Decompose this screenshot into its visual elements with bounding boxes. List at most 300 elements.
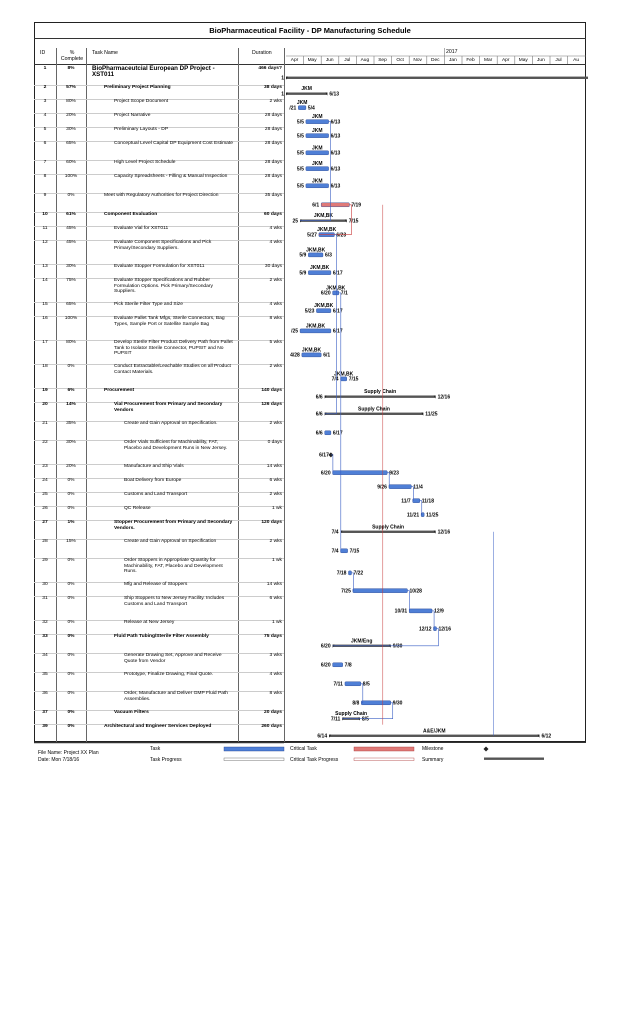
task-duration: 28 days [264, 113, 282, 118]
bar-start-date: 5/5 [296, 150, 304, 157]
date-label: Date: [38, 757, 50, 763]
bar-end-date: 6/3 [324, 252, 332, 259]
dependency-link [351, 573, 353, 591]
task-duration: 2 wks [269, 539, 282, 544]
bar-end-date: 5/4 [307, 105, 315, 112]
task-percent: 0% [67, 506, 75, 511]
task-bar [298, 106, 306, 110]
bar-end-date: 6/17 [332, 308, 343, 315]
bar-end-date: 6/17 [332, 270, 343, 277]
task-name: Evaluate Component Specifications and Pick Primary/Secondary Suppliers. [114, 240, 212, 251]
month-label: Nov [413, 58, 422, 63]
bar-end-date: 6/12 [541, 733, 552, 740]
resource-label: JKM,BK [313, 213, 333, 220]
task-id: 11 [42, 226, 48, 231]
task-name: Architectural and Engineer Services Deployed [104, 724, 212, 729]
task-name: Boat Delivery from Europe [124, 478, 182, 483]
legend-critical-progress-label: Critical Task Progress [290, 757, 339, 763]
task-percent: 0% [67, 582, 75, 587]
legend-critical-label: Critical Task [290, 746, 317, 752]
task-duration: 5 wks [269, 340, 282, 345]
bar-end-date: 9/23 [389, 470, 399, 477]
task-duration: 4 wks [269, 226, 282, 231]
task-name: Evaluate Stopper Specifications and Rubber Formulation Options. Pick Primary/Secondary Suppliers. [114, 278, 213, 295]
bar-start-date: 6/6 [315, 394, 323, 401]
task-percent: 0% [67, 653, 75, 658]
gantt-sheet [34, 22, 588, 766]
bar-start-date: 7/11 [333, 681, 343, 688]
task-id: 4 [43, 113, 47, 118]
task-name: Order, Manufacture and Deliver GMP Fluid Path Assemblies. [124, 691, 229, 702]
bar-start-date: 5/5 [296, 183, 304, 190]
task-duration: 4 wks [269, 302, 282, 307]
task-id: 15 [42, 302, 48, 307]
task-bar [353, 589, 408, 593]
task-bar [302, 353, 321, 357]
task-name: Release at New Jersey [124, 620, 175, 625]
task-id: 19 [42, 388, 48, 393]
task-percent: 0% [67, 724, 75, 729]
bar-end-date: 9/30 [392, 643, 403, 650]
month-label: Apr [501, 58, 510, 63]
resource-label: Supply Chain [335, 711, 368, 718]
task-id: 13 [42, 264, 48, 269]
gantt-chart [34, 22, 588, 766]
bar-end-date: 6/1 [323, 352, 331, 359]
task-duration: 38 days [264, 85, 282, 90]
resource-label: JKM,BK [314, 303, 334, 310]
bar-end-date: 9/30 [392, 700, 403, 707]
task-id: 17 [42, 340, 48, 345]
task-id: 26 [42, 506, 48, 511]
bar-start-date: 12/12 [418, 626, 432, 633]
bar-start-date: 6/20 [320, 662, 331, 669]
bar-end-date: 8/5 [361, 716, 369, 723]
task-percent: 0% [67, 596, 75, 601]
file-label: File Name: [38, 750, 63, 756]
task-percent: 45% [66, 226, 76, 231]
task-percent: 100% [64, 174, 78, 179]
legend-milestone-label: Milestone [422, 746, 444, 752]
task-duration: 2 wks [269, 99, 282, 104]
resource-label: JKM,BK [334, 371, 354, 378]
task-name: High Level Project Schedule [114, 160, 176, 165]
task-id: 32 [42, 620, 48, 625]
bar-end-date: 8/5 [362, 681, 370, 688]
timescale-year: 2017 [446, 49, 458, 55]
bar-end-date: 7/15 [348, 218, 359, 225]
resource-label: JKM [311, 178, 323, 185]
task-name: Generate Drawing Set, Approve and Receive Quote from Vendor [124, 653, 222, 664]
task-name: BioPharmaceutcial European DP Project - XST011 [92, 65, 215, 79]
task-duration: 126 days [261, 402, 282, 407]
task-id: 1 [43, 66, 47, 71]
bar-start-date: 5/5 [296, 166, 304, 173]
resource-label: JKM [296, 100, 308, 107]
task-bar [341, 549, 348, 553]
task-duration: 2 wks [269, 492, 282, 497]
task-id: 10 [42, 212, 48, 217]
date-value: Mon 7/18/16 [51, 757, 80, 763]
task-percent: 0% [67, 634, 75, 639]
month-label: Dec [431, 58, 440, 63]
task-name: Project Narrative [114, 113, 151, 118]
dependency-link [411, 487, 413, 501]
bar-start-date: 5/9 [299, 252, 307, 259]
task-bar [306, 184, 329, 188]
bar-end-date: 6/17 [332, 430, 343, 437]
task-bar [348, 571, 351, 575]
month-label: Jun [325, 58, 334, 63]
legend-task-progress-bar [224, 758, 284, 761]
task-duration: 20 days [264, 710, 282, 715]
bar-end-date: 7/15 [348, 376, 359, 383]
task-duration: 466 days? [258, 66, 282, 71]
task-bar [306, 120, 329, 124]
bar-start-date: 10/31 [394, 608, 408, 615]
task-id: 25 [42, 492, 48, 497]
task-percent: 15% [66, 539, 76, 544]
task-duration: 0 days [267, 440, 282, 445]
task-percent: 80% [66, 340, 76, 345]
task-duration: 2 wks [269, 278, 282, 283]
legend-task-progress-label: Task Progress [150, 757, 182, 763]
bar-start-date: /25 [291, 328, 299, 335]
header-id: ID [40, 50, 46, 56]
bar-end-date: 6/13 [329, 91, 340, 98]
task-percent: 1% [67, 520, 75, 525]
bar-end-date: 7/22 [353, 570, 364, 577]
task-name: Component Evaluation [104, 212, 158, 217]
summary-bar [286, 92, 327, 94]
bar-start-date: 5/5 [296, 119, 304, 126]
task-percent: 0% [67, 492, 75, 497]
task-id: 16 [42, 316, 48, 321]
resource-label: JKM [311, 145, 323, 152]
task-duration: 140 days [261, 388, 282, 393]
task-duration: 8 wks [269, 316, 282, 321]
resource-label: JKM [311, 114, 323, 121]
task-duration: 28 days [264, 160, 282, 165]
task-id: 24 [42, 478, 48, 483]
task-bar [409, 609, 432, 613]
task-bar [306, 151, 329, 155]
legend-critical-progress-bar [354, 758, 414, 761]
resource-label: JKM,BK [301, 347, 322, 354]
bar-start-date: 11/7 [401, 498, 411, 505]
footer-file [38, 750, 99, 756]
month-label: Jan [449, 58, 457, 63]
bar-start-date: 6/14 [317, 733, 328, 740]
task-id: 30 [42, 582, 48, 587]
resource-label: JKM,BK [305, 323, 326, 330]
resource-label: Supply Chain [364, 389, 397, 396]
task-name: Evaluate Pallet Tank Mfgs, Sterile Connectors, Bag Types, Sample Port or Satellite Sample Bag [114, 316, 225, 327]
bar-start-date: 6/6 [315, 411, 323, 418]
bar-start-date: 7/11 [330, 716, 341, 723]
task-percent: 57% [66, 85, 76, 90]
summary-bar [329, 735, 539, 737]
task-id: 7 [43, 160, 47, 165]
task-id: 12 [42, 240, 48, 245]
task-name: Preliminary Project Planning [104, 85, 171, 90]
resource-label: JKM,BK [310, 265, 330, 272]
resource-label: JKM,BK [326, 285, 346, 292]
task-name: Evaluate Vial for XST011 [114, 226, 169, 231]
task-name: Manufacture and Ship Vials [124, 464, 184, 469]
footer-date [38, 757, 79, 763]
task-name: Project Scope Document [114, 99, 169, 104]
critical-task-bar [321, 203, 349, 207]
task-percent: 0% [67, 558, 75, 563]
task-percent: 0% [67, 710, 75, 715]
task-duration: 1 wk [271, 506, 282, 511]
task-bar [333, 291, 339, 295]
task-duration: 3 wks [269, 653, 282, 658]
task-name: QC Release [124, 506, 151, 511]
resource-label: JKM [311, 128, 323, 135]
task-bar [333, 663, 343, 667]
task-id: 33 [42, 634, 48, 639]
bar-end-date: 12/16 [437, 529, 451, 536]
task-name: Evaluate Stopper Formulation for XST011 [114, 264, 205, 269]
month-label: Jul [555, 58, 562, 63]
task-percent: 61% [66, 212, 76, 217]
resource-label: A&E/JKM [423, 728, 446, 735]
task-duration: 120 days [261, 520, 282, 525]
task-bar [341, 377, 347, 381]
bar-end-date: 12/16 [438, 626, 451, 633]
task-id: 21 [42, 421, 48, 426]
task-duration: 6 wks [269, 478, 282, 483]
resource-label: Supply Chain [372, 524, 405, 531]
task-name: Vial Procurement from Primary and Secondary Vendors [114, 402, 223, 413]
task-name: Conceptual Level Capital DP Equipment Cost Estimate [114, 141, 233, 146]
task-name: Meet with Regulatory Authorities for Project Direction [104, 193, 219, 198]
dependency-link [407, 591, 409, 611]
task-percent: 35% [66, 421, 76, 426]
task-duration: 8 wks [269, 691, 282, 696]
bar-end-date: 7/15 [349, 548, 360, 555]
bar-end-date: 6/13 [330, 119, 341, 126]
task-name: Stopper Procurement from Primary and Secondary Vendors. [114, 520, 233, 531]
bar-end-date: 11/4 [413, 484, 423, 491]
task-id: 37 [42, 710, 48, 715]
bar-start-date: 8/8 [352, 700, 360, 707]
task-percent: 0% [67, 620, 75, 625]
task-percent: 100% [64, 316, 78, 321]
task-id: 9 [43, 193, 47, 198]
bar-end-date: 6/13 [330, 183, 341, 190]
month-label: Oct [396, 58, 404, 63]
task-id: 2 [43, 85, 47, 90]
task-bar [308, 253, 323, 257]
bar-start-date: 1 [281, 91, 284, 98]
task-bar [345, 682, 361, 686]
bar-end-date: 7/19 [351, 202, 362, 209]
task-name: Capacity Spreadsheets - Filling & Manual Inspection [114, 174, 228, 179]
resource-label: JKM [311, 161, 323, 168]
dependency-link [432, 611, 434, 629]
bar-start-date: 7/4 [331, 376, 339, 383]
bar-end-date: 12/16 [437, 394, 451, 401]
task-percent: 65% [66, 141, 76, 146]
task-id: 31 [42, 596, 48, 601]
bar-end-date: 6/13 [330, 150, 341, 157]
bar-start-date: 5/27 [307, 232, 317, 239]
bar-start-date: 6/20 [320, 643, 331, 650]
task-bar [300, 329, 331, 333]
summary-bar [325, 413, 424, 415]
task-percent: 0% [67, 193, 75, 198]
bar-start-date: 6/6 [315, 430, 323, 437]
header-task-name: Task Name [92, 50, 118, 56]
task-duration: 1 wk [271, 620, 282, 625]
task-bar [306, 167, 329, 171]
legend-milestone-diamond [484, 747, 489, 752]
legend-critical-bar [354, 747, 414, 751]
legend-summary-bar [484, 758, 544, 760]
task-percent: 45% [66, 240, 76, 245]
bar-start-date: 5/5 [296, 133, 304, 140]
task-percent: 0% [67, 672, 75, 677]
dependency-link [331, 455, 333, 473]
bar-start-date: 7/18 [336, 570, 347, 577]
task-id: 29 [42, 558, 48, 563]
legend-task-bar [224, 747, 284, 751]
resource-label: JKM,BK [317, 227, 337, 234]
task-duration: 4 wks [269, 240, 282, 245]
task-percent: 20% [66, 113, 76, 118]
task-percent: 30% [66, 264, 76, 269]
bar-end-date: 7/8 [344, 662, 352, 669]
legend-summary-label: Summary [422, 757, 444, 763]
bar-end-date: 7/1 [340, 290, 348, 297]
header-percent-complete: % Complete [60, 50, 84, 62]
bar-start-date: 6/1 [312, 202, 320, 209]
summary-bar [325, 395, 436, 397]
month-label: May [518, 58, 528, 63]
task-id: 28 [42, 539, 48, 544]
legend-task-label: Task [150, 746, 161, 752]
task-duration: 28 days [264, 127, 282, 132]
task-percent: 0% [67, 691, 75, 696]
month-label: Jun [537, 58, 545, 63]
task-id: 8 [43, 174, 47, 179]
bar-end-date: 11/18 [421, 498, 435, 505]
task-percent: 6% [67, 388, 75, 393]
task-percent: 65% [66, 302, 76, 307]
bar-start-date: 11/21 [406, 512, 420, 519]
task-duration: 1 wk [271, 558, 282, 563]
month-label: May [307, 58, 317, 63]
task-duration: 4 wks [269, 672, 282, 677]
bar-start-date: 4/28 [290, 352, 300, 359]
task-duration: 2 wks [269, 421, 282, 426]
task-bar [306, 134, 329, 138]
task-id: 23 [42, 464, 48, 469]
bar-start-date: 6/17 [319, 452, 329, 459]
task-bar [413, 499, 420, 503]
task-name: Create and Gain Approval on Specification [124, 539, 217, 544]
task-percent: 20% [66, 464, 76, 469]
task-duration: 75 days [264, 634, 282, 639]
task-id: 20 [42, 402, 48, 407]
task-name: Pick Sterile Filter Type and Size [114, 302, 183, 307]
resource-label: JKM [301, 86, 312, 93]
task-id: 3 [43, 99, 47, 104]
task-name: Procurement [104, 388, 135, 393]
task-name: Order Stoppers in Appropriate Quantity for Machinability, FAT, Placebo and Development Runs. [124, 558, 223, 575]
month-label: Au [573, 58, 580, 63]
task-name: Develop Sterile Filter Product Delivery Path from Pallet Tank to Isolator Sterile Connector, PUPSIT and No PUPSIT [114, 340, 233, 357]
task-percent: 30% [66, 440, 76, 445]
task-percent: 8% [67, 66, 75, 71]
dependency-link [420, 501, 422, 515]
task-id: 35 [42, 672, 48, 677]
task-duration: 6 wks [269, 596, 282, 601]
task-duration: 14 wks [266, 464, 282, 469]
task-id: 18 [42, 364, 48, 369]
task-percent: 75% [66, 278, 76, 283]
task-duration: 35 days [264, 193, 282, 198]
bar-start-date: 7/4 [331, 548, 339, 555]
task-id: 39 [42, 724, 48, 729]
task-id: 36 [42, 691, 48, 696]
resource-label: Supply Chain [358, 406, 390, 413]
task-name: Fluid Path Tubing/Sterile Filter Assembly [114, 634, 209, 639]
task-percent: 0% [67, 364, 75, 369]
task-id: 14 [42, 278, 48, 283]
month-label: Apr [290, 58, 299, 63]
bar-start-date: 6/20 [320, 470, 331, 477]
task-bar [361, 701, 390, 705]
month-label: Sep [378, 58, 387, 63]
task-duration: 2 wks [269, 364, 282, 369]
task-duration: 30 days [264, 264, 282, 269]
file-value: Project XX Plan [63, 750, 99, 756]
resource-label: JKM/Eng [350, 638, 373, 645]
month-label: Jul [344, 58, 351, 63]
bar-start-date: 9/26 [377, 484, 387, 491]
task-name: Conduct Extractable/Leachable Studies on all Product Contact Materials. [114, 364, 231, 375]
dependency-link [325, 235, 337, 414]
resource-label: JKM,BK [306, 247, 326, 254]
task-name: Order Vials Sufficient for Machinability, FAT, Placebo and Development Runs in New Jersey. [124, 440, 228, 451]
task-bar [325, 431, 331, 435]
task-duration: 260 days [261, 724, 282, 729]
bar-start-date: 5/23 [304, 308, 315, 315]
bar-start-date: 25 [292, 218, 299, 225]
task-percent: 80% [66, 99, 76, 104]
task-name: Ship Stoppers to New Jersey Facility. Includes Customs and Land Transport [124, 596, 225, 607]
task-duration: 60 days [264, 212, 282, 217]
month-label: Mar [483, 58, 493, 63]
bar-start-date: 5/9 [299, 270, 307, 277]
task-id: 27 [42, 520, 48, 525]
task-percent: 60% [66, 160, 76, 165]
bar-end-date: 11/25 [426, 512, 439, 519]
summary-bar [341, 531, 436, 533]
header-duration: Duration [252, 50, 272, 56]
schedule-title: BioPharmaceutical Facility - DP Manufacturing Schedule [209, 26, 411, 35]
task-bar [389, 485, 411, 489]
bar-start-date: 7/4 [331, 529, 339, 536]
bar-end-date: 6/23 [336, 232, 347, 239]
task-percent: 14% [66, 402, 76, 407]
task-duration: 28 days [264, 174, 282, 179]
bar-start-date: 7/25 [341, 588, 351, 595]
